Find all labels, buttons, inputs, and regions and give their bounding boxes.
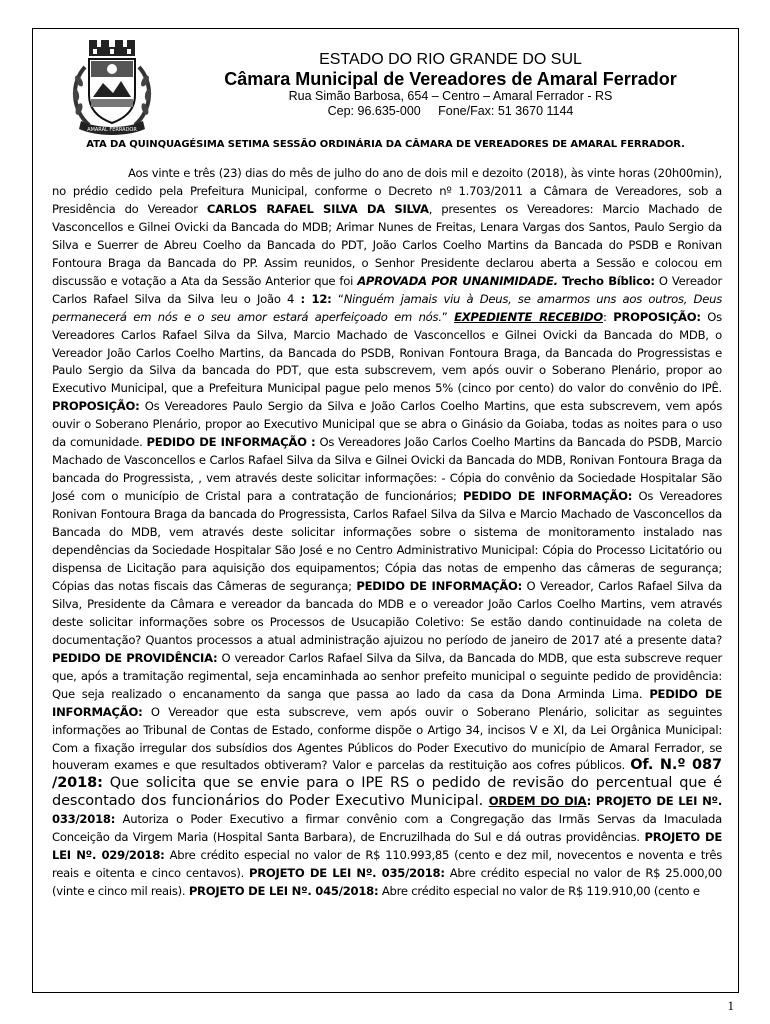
body-text: Os Vereadores Paulo Sergio da Silva e João Carlos Coelho Martins, que esta subscrevem, vem após ouvir o Soberano Plenário, propor ao Executivo Municipal que se abra o Ginásio da Goiaba, todas as noites para o uso da comunidade. [52,399,722,450]
letterhead [173,51,728,119]
section-label: PEDIDO DE INFORMAÇÃO: [356,578,522,593]
page-frame [32,28,739,993]
body-text: Os Vereadores João Carlos Coelho Martins da Bancada do PSDB, Marcio Machado de Vasconcellos e Carlos Rafael Silva da Silva e Gilnei Ovicki da Bancada do MDB, Ronivan Fontoura Braga da bancada do Progressista, , vem através deste solicitar informações: - Cópia do convênio da Sociedade Hospitalar São José com o município de Cristal para a contratação de funcionários; [52,435,722,504]
body-text: Os Vereadores Carlos Rafael Silva da Silva, Marcio Machado de Vasconcellos e Gilnei Ovicki da Bancada do MDB, o Vereador João Carlos Coelho Martins, da Bancada do PSDB, Ronivan Fontoura Braga, da Bancada do Progressistas e Paulo Sergio da Silva da bancada do PDT, que esta subscrevem, vem após ouvir o Soberano Plenário, propor ao Executivo Municipal, que a Prefeitura Municipal pague pelo menos 5% (cinco por cento) do valor do convênio do IPÊ. [52,309,722,396]
state-name: ESTADO DO RIO GRANDE DO SUL [319,51,582,68]
crest-icon [63,37,161,137]
section-label: PEDIDO DE INFORMAÇÃO : [146,435,316,450]
page-number: 1 [727,998,734,1013]
body-text: , presentes os Vereadores: Marcio Machado de Vasconcellos e Gilnei Ovicki da Bancada do MDB; Arimar Nunes de Freitas, Lenara Vargas dos Santos, Paulo Sergio da Silva e Suerrer de Abreu Coelho da Bancada do PDT, João Carlos Coelho Martins da Bancada do PSDB e Ronivan Fontoura Braga da Bancada do PP. Assim reunidos, o Senhor Presidente declarou aberta a Sessão e colocou em discussão e votação a Ata da Sessão Anterior que foi [52,201,722,288]
chamber-address: Rua Simão Barbosa, 654 – Centro – Amaral Ferrador - RS [288,89,613,103]
section-label: : PROJETO DE LEI Nº. 033/2018: [52,794,722,827]
body-text: Abre crédito especial no valor de R$ 110.993,85 (cento e dez mil, novecentos e noventa e três reais e oitenta e cinco centavos). [52,848,722,881]
verse-ref: : 12: [300,291,332,306]
chamber-name: Câmara Municipal de Vereadores de Amaral Ferrador [224,69,677,89]
oficio-text: Que solicita que se envie para o IPE RS o pedido de revisão do percentual que é descontado dos funcionários do Poder Executivo Municipal. [52,775,722,810]
section-label: PROJETO DE LEI Nº. 045/2018: [188,884,379,899]
document-title: ATA DA QUINQUAGÉSIMA SETIMA SESSÃO ORDINÁRIA DA CÂMARA DE VEREADORES DE AMARAL FERRADOR. [86,139,685,150]
oficio-label: Of. N.º 087 /2018: [52,757,723,792]
president-name: CARLOS RAFAEL SILVA DA SILVA [206,201,429,216]
chamber-contact: Cep: 96.635-000 Fone/Fax: 51 3670 1144 [327,104,574,118]
body-text: Autoriza o Poder Executivo a firmar convênio com a Congregação das Irmãs Servas da Imaculada Conceição da Virgem Maria (Hospital Santa Barbara), de Encruzilhada do Sul e dá outras providências. [52,812,722,845]
section-label: PEDIDO DE PROVIDÊNCIA: [52,650,218,665]
section-heading: ORDEM DO DIA [488,794,587,809]
body-paragraph: Aos vinte e três (23) dias do mês de julho do ano de dois mil e dezoito (2018), às vinte horas (20h00min), no prédio cedido pela Prefeitura Municipal, conforme o Decreto nº 1.703/2011 a Câmara de Vereadores, sob a Presidência do Vereador CARLOS RAFAEL SILVA DA SILVA, presentes os Vereadores: Marcio Machado de Vasconcellos e Gilnei Ovicki da Bancada do MDB; Arimar Nunes de Freitas, Lenara Vargas dos Santos, Paulo Sergio da Silva e Suerrer de Abreu Coelho da Bancada do PDT, João Carlos Coelho Martins da Bancada do PSDB e Ronivan Fontoura Braga da Bancada do PP. Assim reunidos, o Senhor Presidente declarou aberta a Sessão e colocou em discussão e votação a Ata da Sessão Anterior que foi APROVADA POR UNANIMIDADE. Trecho Bíblico: O Vereador Carlos Rafael Silva da Silva leu o João 4 : 12: “Ninguém jamais viu à Deus, se amarmos uns aos outros, Deus permanecerá em nós e o seu amor estará aperfeiçoado em nós.” EXPEDIENTE RECEBIDO: PROPOSIÇÃO: Os Vereadores Carlos Rafael Silva da Silva, Marcio Machado de Vasconcellos e Gilnei Ovicki da Bancada do MDB, o Vereador João Carlos Coelho Martins, da Bancada do PSDB, Ronivan Fontoura Braga, da Bancada do Progressistas e Paulo Sergio da Silva da bancada do PDT, que esta subscrevem, vem após ouvir o Soberano Plenário, propor ao Executivo Municipal, que a Prefeitura Municipal pague pelo menos 5% (cinco por cento) do valor do convênio do IPÊ. PROPOSIÇÃO: Os Vereadores Paulo Sergio da Silva e João Carlos Coelho Martins, que esta subscrevem, vem após ouvir o Soberano Plenário, propor ao Executivo Municipal que se abra o Ginásio da Goiaba, todas as noites para o uso da comunidade. PEDIDO DE INFORMAÇÃO : Os Vereadores João Carlos Coelho Martins da Bancada do PSDB, Marcio Machado de Vasconcellos e Carlos Rafael Silva da Silva e Gilnei Ovicki da Bancada do MDB, Ronivan Fontoura Braga da bancada do Progressista, , vem através deste solicitar informações: - Cópia do convênio da Sociedade Hospitalar São José com o município de Cristal para a contratação de funcionários; PEDIDO DE INFORMAÇÃO: Os Vereadores Ronivan Fontoura Braga da bancada do Progressista, Carlos Rafael Silva da Silva e Marcio Machado de Vasconcellos da Bancada do MDB, vem através deste solicitar informações sobre o sistema de monitoramento instalado nas dependências da Sociedade Hospitalar São José e no Centro Administrativo Municipal: Cópia do Processo Licitatório ou dispensa de Licitação para aquisição dos equipamentos; Cópia das notas de empenho das câmeras de segurança; Cópias das notas fiscais das Câmeras de segurança; PEDIDO DE INFORMAÇÃO: O Vereador, Carlos Rafael Silva da Silva, Presidente da Câmara e vereador da bancada do MDB e o vereador João Carlos Coelho Martins, vem através deste solicitar informações sobre os Processos de Usucapião Coletivo: Se estão dando continuidade na coleta de documentação? Quantos processos a atual administração ajuizou no período de janeiro de 2017 até a presente data? PEDIDO DE PROVIDÊNCIA: O vereador Carlos Rafael Silva da Silva, da Bancada do MDB, que esta subscreve requer que, após a tramitação regimental, seja encaminhada ao senhor prefeito municipal o seguinte pedido de providência: Que seja realizado o encanamento da sanga que passa ao lado da casa da Dona Arminda Lima. PEDIDO DE INFORMAÇÃO: O Vereador que esta subscreve, vem após ouvir o Soberano Plenário, solicitar as seguintes informações ao Tribunal de Contas de Estado, conforme dispõe o Artigo 34, incisos V e XI, da Lei Orgânica Municipal: Com a fixação irregular dos subsídios dos Agentes Públicos do Poder Executivo do município de Amaral Ferrador, se houveram exames e que resultados obtiveram? Valor e parcelas da restituição aos cofres públicos. Of. N.º 087 /2018: Que solicita que se envie para o IPE RS o pedido de revisão do percentual que é descontado dos funcionários do Poder Executivo Municipal. ORDEM DO DIA: PROJETO DE LEI Nº. 033/2018: Autoriza o Poder Executivo a firmar convênio com a Congregação das Irmãs Servas da Imaculada Conceição da Virgem Maria (Hospital Santa Barbara), de Encruzilhada do Sul e dá outras providências. PROJETO DE LEI Nº. 029/2018: Abre crédito especial no valor de R$ 110.993,85 (cento e dez mil, novecentos e noventa e três reais e oitenta e cinco centavos). PROJETO DE LEI Nº. 035/2018: Abre crédito especial no valor de R$ 25.000,00 (vinte e cinco mil reais). PROJETO DE LEI Nº. 045/2018: Abre crédito especial no valor de R$ 119.910,00 (cento e [52,166,723,899]
body-text: Abre crédito especial no valor de R$ 119.910,00 (cento e [378,884,700,899]
section-label: PEDIDO DE INFORMAÇÃO: [463,489,633,504]
body-text: O vereador Carlos Rafael Silva da Silva, da Bancada do MDB, que esta subscreve requer que, após a tramitação regimental, seja encaminhada ao senhor prefeito municipal o seguinte pedido de providência: Que seja realizado o encanamento da sanga que passa ao lado da casa da Dona Arminda Lima. [52,650,722,701]
section-heading: EXPEDIENTE RECEBIDO [454,309,604,324]
body-text: O Vereador que esta subscreve, vem após ouvir o Soberano Plenário, solicitar as seguintes informações ao Tribunal de Contas de Estado, conforme dispõe o Artigo 34, incisos V e XI, da Lei Orgânica Municipal: Com a fixação irregular dos subsídios dos Agentes Públicos do Poder Executivo do município de Amaral Ferrador, se houveram exames e que resultados obtiveram? Valor e parcelas da restituição aos cofres públicos. [52,704,722,773]
body-text: Aos vinte e três (23) dias do mês de julho do ano de dois mil e dezoito (2018), às vinte horas (20h00min), no prédio cedido pela Prefeitura Municipal, conforme o Decreto nº 1.703/2011 a Câmara de Vereadores, sob a Presidência do Vereador [52,166,722,216]
body-text: O Vereador Carlos Rafael Silva da Silva leu o João 4 [52,273,723,306]
body-text: O Vereador, Carlos Rafael Silva da Silva, Presidente da Câmara e vereador da bancada do MDB e o vereador João Carlos Coelho Martins, vem através deste solicitar informações sobre os Processos de Usucapião Coletivo: Se estão dando continuidade na coleta de documentação? Quantos processos a atual administração ajuizou no período de janeiro de 2017 até a presente data? [52,578,722,647]
section-label: Trecho Bíblico: [561,273,655,288]
approval-text: APROVADA POR UNANIMIDADE. [357,273,558,288]
crest-banner-text: AMARAL FERRADOR [87,127,137,133]
body-text: Os Vereadores Ronivan Fontoura Braga da bancada do Progressista, Carlos Rafael Silva da Silva e Marcio Machado de Vasconcellos da Bancada do MDB, vem através deste solicitar informações sobre o sistema de monitoramento instalado nas dependências da Sociedade Hospitalar São José e no Centro Administrativo Municipal: Cópia do Processo Licitatório ou dispensa de Licitação para aquisição dos equipamentos; Cópia das notas de empenho das câmeras de segurança; Cópias das notas fiscais das Câmeras de segurança; [52,489,722,593]
document-body [52,165,722,901]
section-label: PROPOSIÇÃO: [613,309,701,324]
section-label: PEDIDO DE INFORMAÇÃO: [52,686,722,719]
verse-quote: Ninguém jamais viu à Deus, se amarmos uns aos outros, Deus permanecerá em nós e o seu amor estará aperfeiçoado em nós. [52,291,722,324]
municipal-crest [63,37,161,137]
section-label: PROJETO DE LEI Nº. 035/2018: [249,866,445,881]
section-label: PROJETO DE LEI Nº. 029/2018: [52,830,722,863]
body-text: Abre crédito especial no valor de R$ 25.000,00 (vinte e cinco mil reais). [52,866,722,899]
section-label: PROPOSIÇÃO: [52,399,140,414]
